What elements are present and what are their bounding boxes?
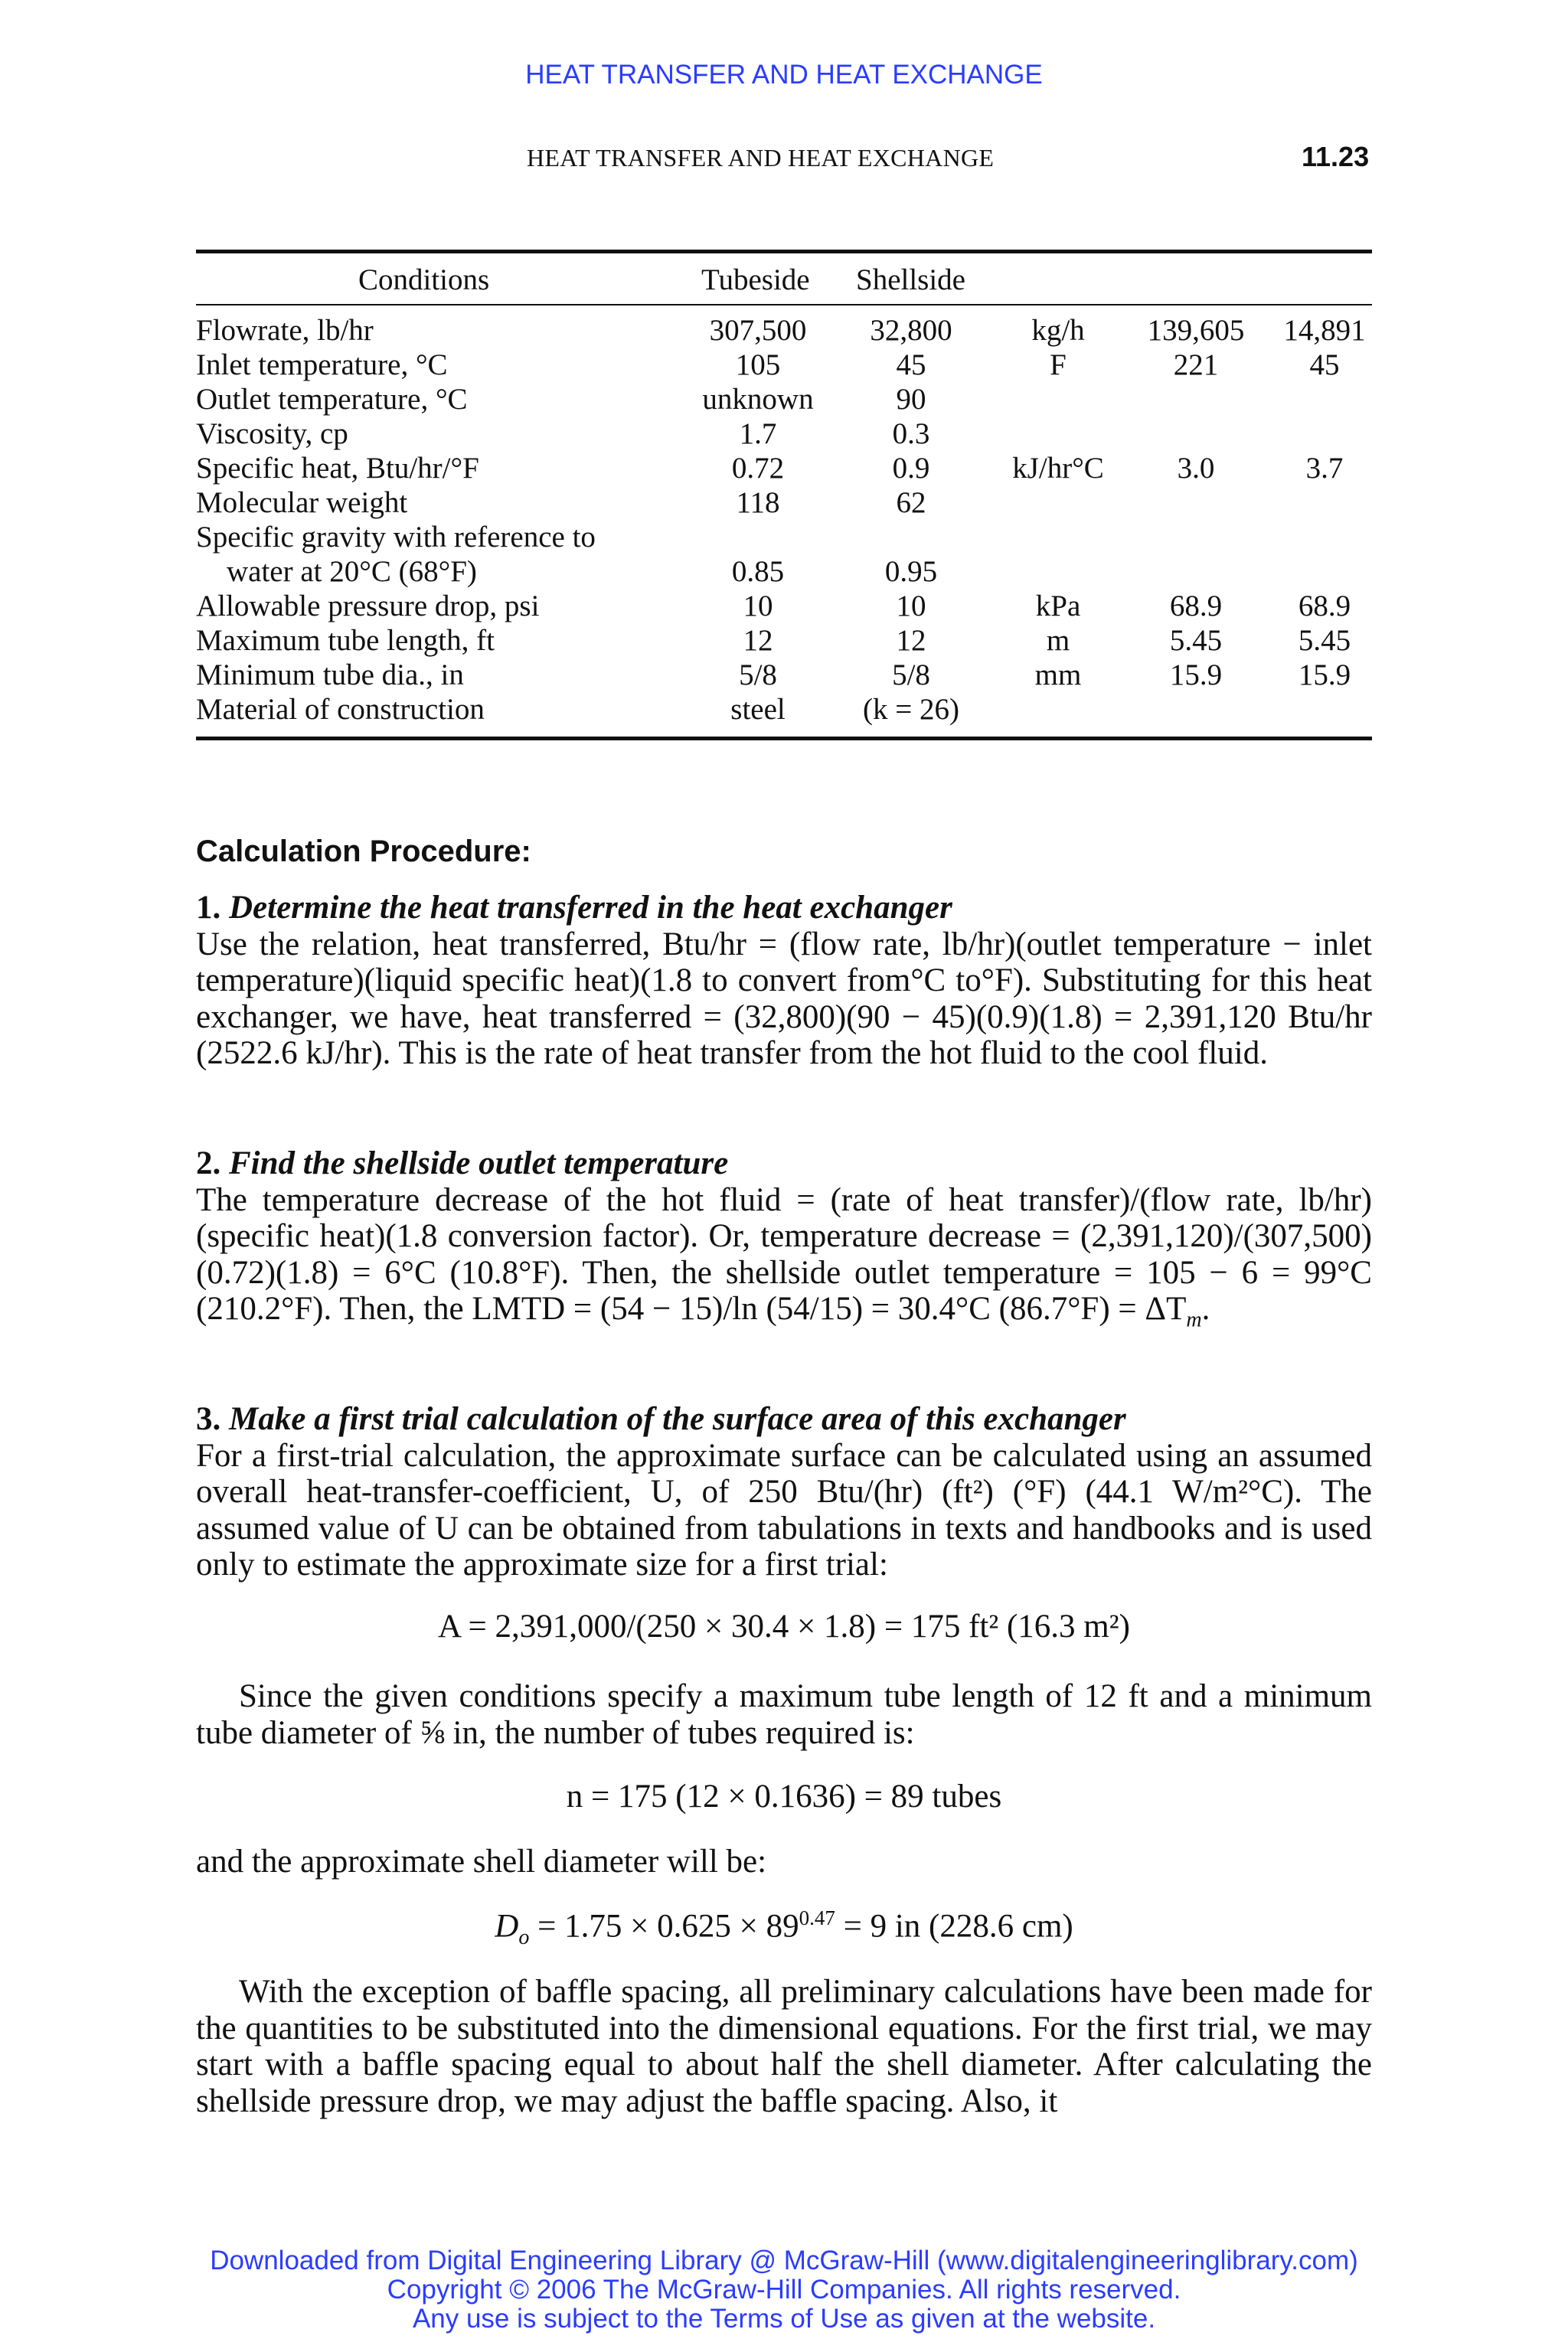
table-bottom-rule [196, 737, 1372, 740]
footer-terms[interactable]: Any use is subject to the Terms of Use as given at the website. [412, 2304, 1156, 2334]
table-cell-tubeside: steel [730, 693, 786, 726]
step-1-heading: 1. Determine the heat transferred in the heat exchanger [196, 890, 952, 926]
top-link[interactable]: HEAT TRANSFER AND HEAT EXCHANGE [525, 60, 1043, 90]
table-cell-condition: Flowrate, lb/hr [196, 314, 374, 347]
table-cell-si-shellside: 5.45 [1298, 624, 1351, 657]
step-1-body: Use the relation, heat transferred, Btu/hr = (flow rate, lb/hr)(outlet temperature − inlet temperature)(liquid specific heat)(1.8 to convert from°C to°F). Substituting for this heat exchanger, we have, heat transferred = (32,800)(90 − 45)(0.9)(1.8) = 2,391,120 Btu/hr (2522.6 kJ/hr). This is the rate of heat transfer from the hot fluid to the cool fluid. [196, 926, 1372, 1071]
table-cell-condition: Viscosity, cp [196, 417, 348, 450]
table-cell-tubeside: 0.85 [731, 555, 785, 588]
footer-download-link[interactable]: Downloaded from Digital Engineering Library @ McGraw-Hill (www.digitalengineeringlibrary.com) [210, 2246, 1358, 2275]
step-2-title: Find the shellside outlet temperature [229, 1145, 729, 1181]
table-cell-condition: Maximum tube length, ft [196, 624, 495, 657]
table-cell-si-tubeside: 139,605 [1147, 314, 1245, 347]
table-cell-shellside: 62 [896, 486, 926, 519]
table-cell-condition: Allowable pressure drop, psi [196, 590, 540, 622]
table-cell-unit: m [1046, 624, 1070, 657]
table-cell-si-tubeside: 15.9 [1169, 658, 1223, 691]
table-cell-unit: kJ/hr°C [1012, 452, 1104, 485]
table-cell-unit: F [1050, 348, 1067, 381]
table-cell-shellside: 0.3 [892, 417, 930, 450]
step-3 [196, 1401, 1372, 1583]
table-top-rule [196, 250, 1372, 253]
table-cell-tubeside: 12 [743, 624, 773, 657]
table-cell-shellside: 90 [896, 383, 926, 416]
equation-area: A = 2,391,000/(250 × 30.4 × 1.8) = 175 ft² (16.3 m²) [438, 1609, 1130, 1645]
paragraph-baffle: With the exception of baffle spacing, all preliminary calculations have been made for the quantities to be substituted into the dimensional equations. For the first trial, we may start with a baffle spacing equal to about half the shell diameter. After calculating the shellside pressure drop, we may adjust the baffle spacing. Also, it [196, 1974, 1372, 2119]
paragraph-tubes: Since the given conditions specify a maximum tube length of 12 ft and a minimum tube diameter of ⅝ in, the number of tubes required is: [196, 1678, 1372, 1751]
equation-shell-diameter: $D_o = 1.75 \times 0.625 \times 89^{0.47} = 9$ in (228.6 cm) [495, 1906, 1073, 1949]
step-3-title: Make a first trial calculation of the surface area of this exchanger [229, 1401, 1126, 1437]
table-cell-tubeside: 1.7 [739, 417, 777, 450]
table-cell-unit: kPa [1035, 590, 1081, 622]
table-cell-shellside: 5/8 [892, 658, 930, 691]
table-cell-shellside: 10 [896, 590, 926, 622]
table-cell-si-shellside: 15.9 [1298, 658, 1351, 691]
table-header-tubeside: Tubeside [701, 263, 810, 296]
step-1 [196, 890, 1372, 1072]
table-cell-tubeside: 118 [736, 486, 780, 519]
step-3-heading: 3. Make a first trial calculation of the surface area of this exchanger [196, 1401, 1126, 1437]
table-cell-condition: water at 20°C (68°F) [227, 555, 477, 588]
table-cell-tubeside: 10 [743, 590, 773, 622]
table-cell-tubeside: 307,500 [709, 314, 807, 347]
page-number: 11.23 [1302, 141, 1370, 172]
step-2-heading: 2. Find the shellside outlet temperature [196, 1145, 729, 1181]
table-cell-condition: Specific heat, Btu/hr/°F [196, 452, 479, 485]
paragraph-shell: and the approximate shell diameter will be: [196, 1844, 767, 1880]
table-header-shellside: Shellside [856, 263, 965, 296]
step-2 [196, 1145, 1372, 1338]
table-cell-condition: Molecular weight [196, 486, 408, 519]
table-cell-shellside: 12 [896, 624, 926, 657]
footer-notice [0, 2246, 1568, 2334]
table-cell-condition: Inlet temperature, °C [196, 348, 448, 381]
table-cell-shellside: 45 [896, 348, 926, 381]
table-cell-tubeside: 105 [735, 348, 781, 381]
table-cell-tubeside: 5/8 [739, 658, 777, 691]
table-cell-si-tubeside: 68.9 [1169, 590, 1223, 622]
table-cell-tubeside: unknown [702, 383, 814, 416]
table-header-conditions: Conditions [358, 263, 490, 296]
table-cell-si-tubeside: 3.0 [1177, 452, 1215, 485]
table-cell-tubeside: 0.72 [731, 452, 785, 485]
table-cell-si-tubeside: 5.45 [1169, 624, 1223, 657]
table-header-rule [196, 304, 1372, 305]
table-cell-shellside: 32,800 [870, 314, 952, 347]
step-2-body: The temperature decrease of the hot fluid = (rate of heat transfer)/(flow rate, lb/hr)(specific heat)(1.8 conversion factor). Or, temperature decrease = (2,391,120)/(307,500)(0.72)(1.8) = 6°C (10.8°F). Then, the shellside outlet temperature = 105 − 6 = 99°C (210.2°F). Then, the LMTD = (54 − 15)/ln (54/15) = 30.4°C $(86.7^\circ F) = \Delta T_m$. [196, 1181, 1372, 1332]
table-cell-shellside: 0.95 [884, 555, 938, 588]
table-cell-si-shellside: 45 [1309, 348, 1340, 381]
step-1-title: Determine the heat transferred in the heat exchanger [229, 890, 952, 926]
table-cell-si-shellside: 3.7 [1305, 452, 1344, 485]
step-3-body: For a first-trial calculation, the approximate surface can be calculated using an assumed overall heat-transfer-coefficient, U, of 250 Btu/(hr) (ft²) (°F) (44.1 W/m²°C). The assumed value of U can be obtained from tabulations in texts and handbooks and is used only to estimate the approximate size for a first trial: [196, 1437, 1372, 1583]
table-cell-shellside: (k = 26) [863, 693, 959, 726]
table-cell-si-tubeside: 221 [1173, 348, 1219, 381]
table-cell-unit: mm [1034, 658, 1082, 691]
table-cell-condition: Outlet temperature, °C [196, 383, 468, 416]
table-cell-condition: Minimum tube dia., in [196, 658, 464, 691]
table-cell-si-shellside: 14,891 [1283, 314, 1366, 347]
procedure-title: Calculation Procedure: [196, 835, 531, 868]
table-cell-condition: Specific gravity with reference to [196, 521, 596, 554]
running-head: HEAT TRANSFER AND HEAT EXCHANGE [527, 144, 995, 172]
footer-copyright: Copyright © 2006 The McGraw-Hill Companies. All rights reserved. [387, 2275, 1181, 2305]
equation-tubes: n = 175 (12 × 0.1636) = 89 tubes [566, 1779, 1002, 1815]
table-cell-shellside: 0.9 [892, 452, 930, 485]
table-cell-condition: Material of construction [196, 693, 485, 726]
table-cell-unit: kg/h [1031, 314, 1085, 347]
table-cell-si-shellside: 68.9 [1298, 590, 1351, 622]
